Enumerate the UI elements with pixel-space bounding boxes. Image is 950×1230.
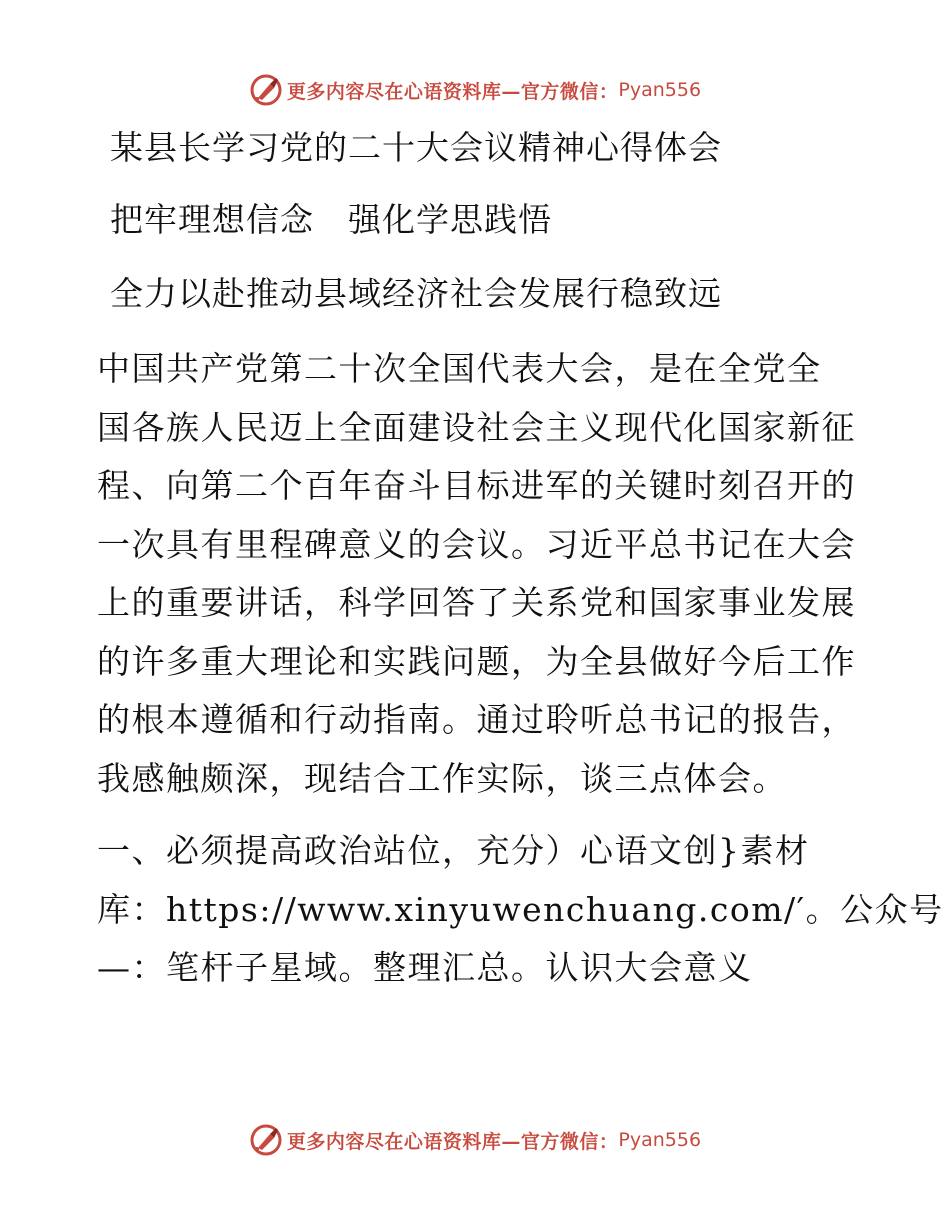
paragraph-line: 一、必须提高政治站位，充分）心语文创}素材: [97, 831, 810, 870]
paragraph-line: 的许多重大理论和实践问题，为全县做好今后工作: [97, 641, 856, 681]
document-title: 某县长学习党的二十大会议精神心得体会: [110, 128, 722, 167]
body-paragraph-2: [97, 822, 944, 998]
body-paragraph-1: [97, 340, 857, 808]
pen-nib-logo-icon: [249, 73, 283, 107]
header-watermark-banner: [0, 70, 950, 110]
paragraph-line: 的根本遵循和行动指南。通过聆听总书记的报告，: [97, 700, 856, 739]
paragraph-line: 程、向第二个百年奋斗目标进军的关键时刻召开的: [97, 466, 856, 505]
paragraph-line: 我感触颇深，现结合工作实际，谈三点体会。: [97, 758, 787, 798]
document-subtitle-1: 把牢理想信念 强化学思践悟: [110, 200, 552, 239]
banner-wechat-id: Pyan556: [618, 1129, 702, 1151]
banner-text: 更多内容尽在心语资料库—官方微信：: [286, 1130, 619, 1153]
pen-nib-logo-icon: [249, 1123, 283, 1157]
document-subtitle-2: 全力以赴推动县域经济社会发展行稳致远: [110, 274, 722, 313]
paragraph-line: 中国共产党第二十次全国代表大会，是在全党全: [97, 349, 822, 388]
banner-text: 更多内容尽在心语资料库—官方微信：: [286, 80, 619, 103]
paragraph-line: 一次具有里程碑意义的会议。习近平总书记在大会: [97, 524, 856, 564]
paragraph-line: 国各族人民迈上全面建设社会主义现代化国家新征: [97, 407, 856, 447]
banner-wechat-id: Pyan556: [618, 79, 702, 101]
paragraph-line: 库：https://www.xinyuwenchuang.com/′。公众号: [97, 889, 944, 929]
paragraph-line: —：笔杆子星域。整理汇总。认识大会意义: [97, 948, 753, 987]
footer-watermark-banner: [0, 1120, 950, 1160]
paragraph-line: 上的重要讲话，科学回答了关系党和国家事业发展: [97, 583, 856, 622]
